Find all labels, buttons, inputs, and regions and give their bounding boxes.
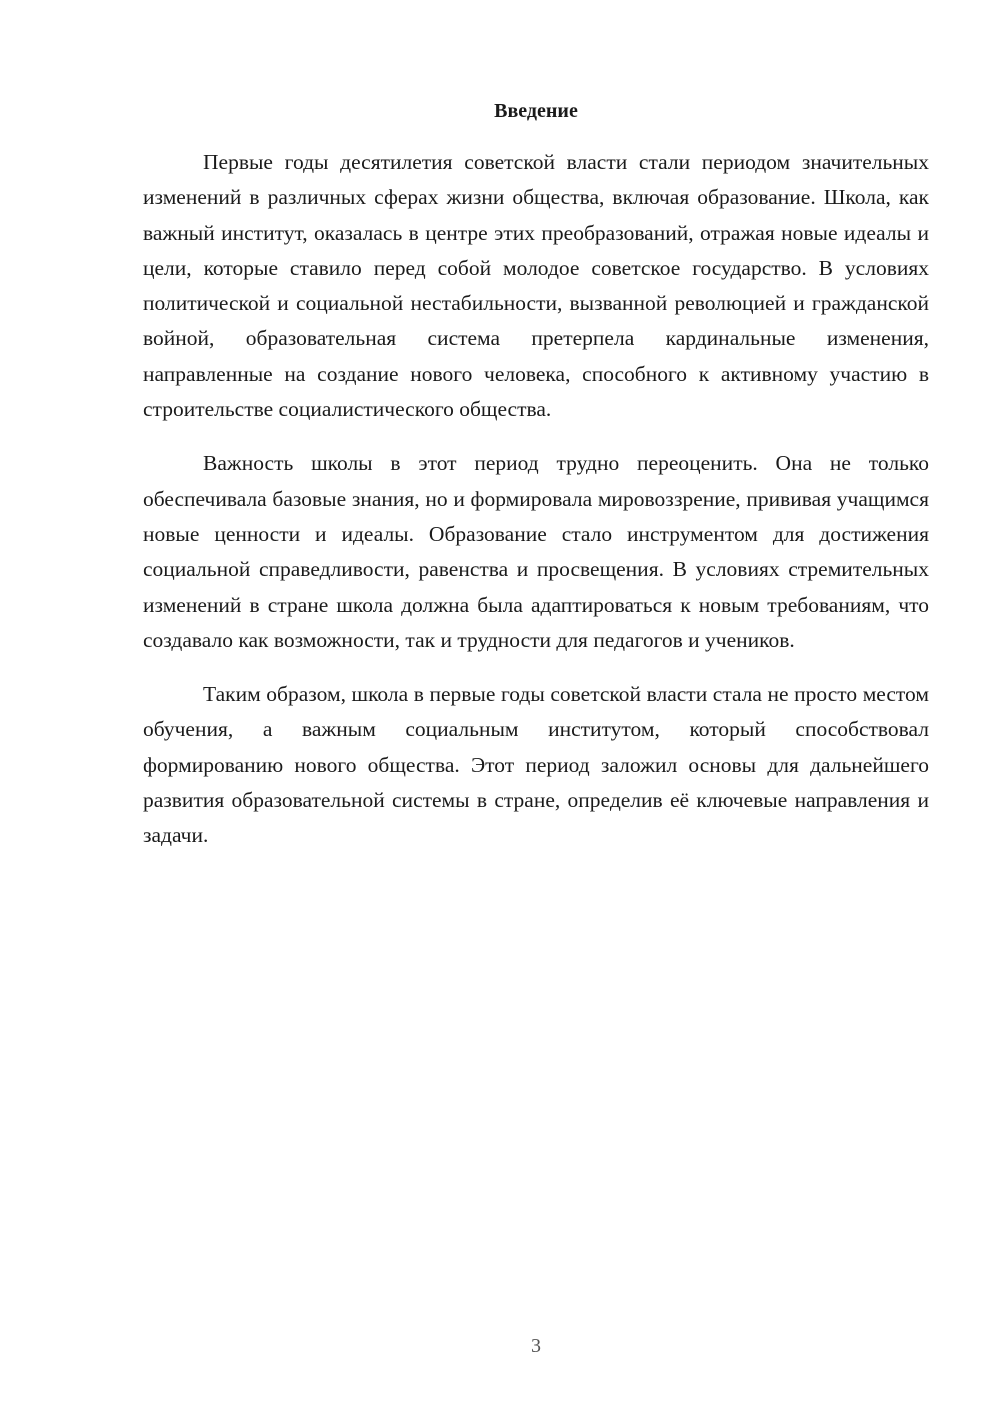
paragraph: Таким образом, школа в первые годы советской власти стала не просто местом обучения, а важным социальным институтом, который способствовал формированию нового общества. Этот период заложил основы для дальнейшего развития образовательной системы в стране, определив её ключевые направления и задачи.	[143, 682, 929, 848]
page-number: 3	[531, 1335, 541, 1357]
paragraph: Важность школы в этот период трудно переоценить. Она не только обеспечивала базовые знания, но и формировала мировоззрение, прививая учащимся новые ценности и идеалы. Образование стало инструментом для достижения социальной справедливости, равенства и просвещения. В условиях стремительных изменений в стране школа должна была адаптироваться к новым требованиям, что создавало как возможности, так и трудности для педагогов и учеников.	[143, 451, 929, 652]
body-text	[143, 145, 929, 854]
section-title: Введение	[494, 100, 578, 122]
paragraph: Первые годы десятилетия советской власти стали периодом значительных изменений в различных сферах жизни общества, включая образование. Школа, как важный институт, оказалась в центре этих преобразований, отражая новые идеалы и цели, которые ставило перед собой молодое советское государство. В условиях политической и социальной нестабильности, вызванной революцией и гражданской войной, образовательная система претерпела кардинальные изменения, направленные на создание нового человека, способного к активному участию в строительстве социалистического общества.	[143, 150, 929, 422]
